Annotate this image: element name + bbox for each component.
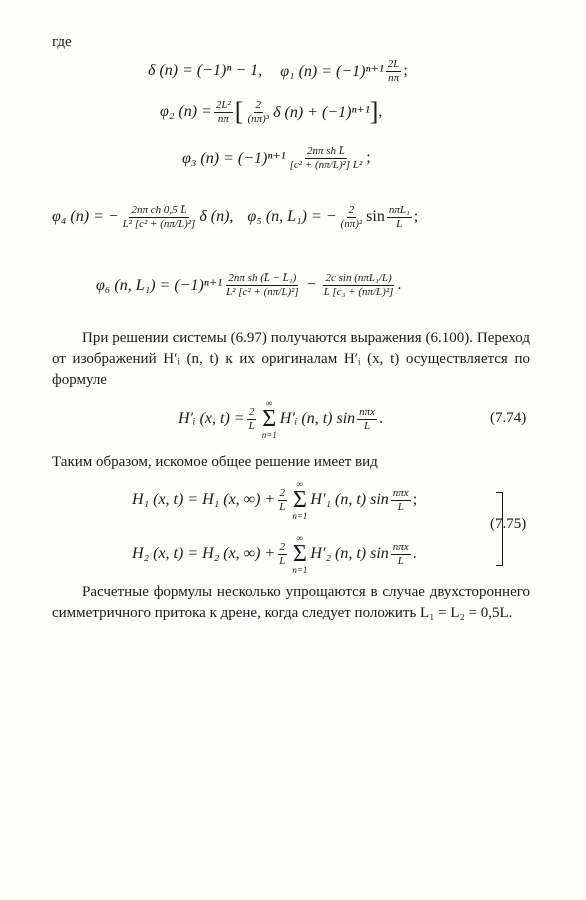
- equation-delta-phi1: δ (n) = (−1)ⁿ − 1, φ₁ (n) = (−1)ⁿ⁺¹ $\frac{2L}{n\pi}$ ;: [148, 57, 408, 84]
- equation-number-7-74: (7.74): [490, 410, 527, 426]
- equation-7-74: H′ᵢ (x, t) = $\frac{2}{L}$ ∞ Σ n=1 H′ᵢ (n, t) sin $\frac{\text{nπx}}{L}$ .: [178, 398, 384, 440]
- paragraph-general-solution: Таким образом, искомое общее решение имеет вид: [52, 454, 378, 470]
- intro-word: где: [52, 34, 72, 50]
- equation-phi6: φ₆ (n, L₁) = (−1)ⁿ⁺¹ $\frac{\text{2nπ sh (L̄ − L̄₁)}}{\text{L² [c² + (nπ/L)²]}}$ − $\frac{\text{2c sin (nπL₁/L)}}{\text{L [c₃ + (nπ/L)²]}}$ .: [96, 271, 402, 298]
- eq-phi1-frac: $\frac{2L}{n\pi}$: [387, 57, 400, 84]
- equation-phi2: φ₂ (n) = $\frac{\text{2L²}}{n\pi}$ [ $\frac{2}{\text{(nπ)³}}$ δ (n) + (−1)ⁿ⁺¹ ] ,: [160, 97, 383, 126]
- equation-phi4-phi5: φ₄ (n) = − $\frac{\text{2nπ ch 0,5 L̄}}{\text{L² [c² + (nπ/L)²]}}$ δ (n), φ₅ (n, L₁) = − $\frac{2}{\text{(nπ)²}}$ sin $\frac{\text{nπL₁}}{L}$ ;: [52, 203, 419, 230]
- equation-7-75a: H₁ (x, t) = H₁ (x, ∞) + $\frac{2}{L}$ ∞ Σ n=1 H′₁ (n, t) sin $\frac{\text{nπx}}{L}$ ;: [132, 479, 418, 521]
- equation-7-75b: H₂ (x, t) = H₂ (x, ∞) + $\frac{2}{L}$ ∞ Σ n=1 H′₂ (n, t) sin $\frac{\text{nπx}}{L}$ .: [132, 533, 417, 575]
- sum-operator: ∞ Σ n=1: [261, 398, 277, 440]
- eq-delta: δ (n) = (−1)ⁿ − 1,: [148, 62, 263, 79]
- equation-number-7-75: (7.75): [490, 516, 527, 532]
- paragraph-symmetric-inflow: Расчетные формулы несколько упрощаются в случае двухстороннего симметричного притока к дрене, когда следует положить L₁ = L₂ = 0,5L.: [52, 584, 530, 621]
- paragraph-transform: При решении системы (6.97) получаются выражения (6.100). Переход от изображений H′ᵢ (n, t) к их оригиналам H′ᵢ (x, t) осуществляется по формуле: [52, 330, 530, 388]
- eq-phi1-lhs: φ₁ (n) = (−1)ⁿ⁺¹: [280, 63, 384, 80]
- equation-phi3: φ₃ (n) = (−1)ⁿ⁺¹ $\frac{\text{2nπ sh L̄}}{\text{[c² + (nπ/L)²] L²}}$ ;: [182, 144, 371, 171]
